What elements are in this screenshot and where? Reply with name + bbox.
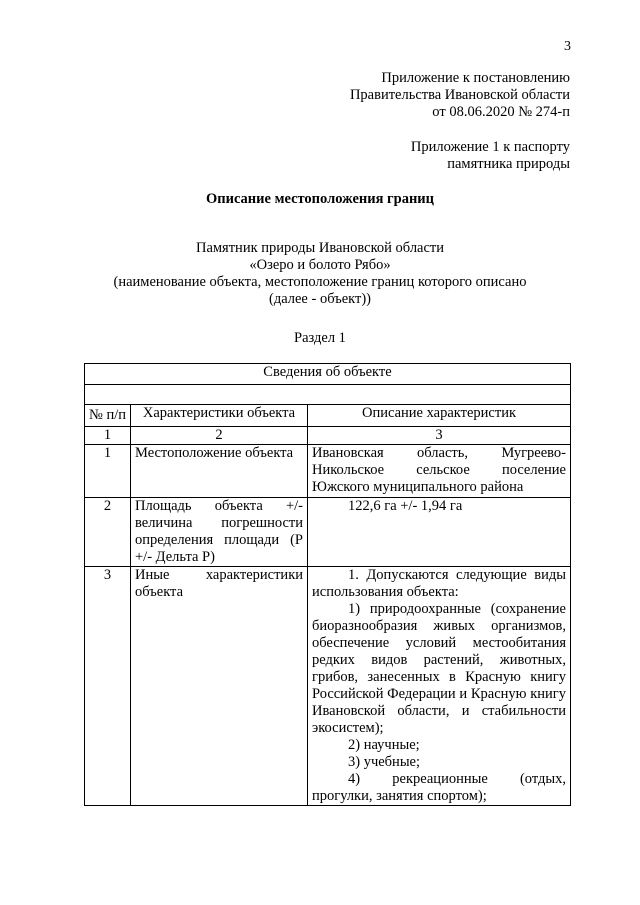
row-num: 1	[85, 445, 131, 498]
appendix-resolution-note	[350, 70, 570, 121]
header-characteristic: Характеристики объекта	[131, 405, 308, 427]
table-column-number-row	[85, 427, 571, 445]
row-description: 122,6 га +/- 1,94 га	[308, 498, 571, 567]
row-description	[308, 567, 571, 806]
row-description: Ивановская область, Мугреево-Никольское сельское поселение Южского муниципального района	[308, 445, 571, 498]
column-number: 1	[85, 427, 131, 445]
table-spacer-cell	[85, 385, 571, 405]
header-num: № п/п	[85, 405, 131, 427]
object-name-block	[0, 240, 640, 308]
table-header-row	[85, 405, 571, 427]
row-num: 3	[85, 567, 131, 806]
document-title: Описание местоположения границ	[205, 191, 435, 207]
description-paragraph: 3) учебные;	[348, 754, 421, 770]
appendix-line: Правительства Ивановской области	[349, 87, 570, 103]
table-row	[85, 498, 571, 567]
description-paragraph: 2) научные;	[348, 737, 420, 753]
row-characteristic: Иные характеристики объекта	[131, 567, 308, 806]
object-line: (далее - объект))	[268, 291, 371, 307]
description-paragraph: 1) природоохранные (сохранение биоразнообразия живых организмов, обеспечение условий местообитания редких видов растений, животных, грибов, занесенных в Красную книгу Российской Федерации и Красную книгу Ивановской области, и стабильности экосистем);	[312, 601, 566, 736]
object-line: Памятник природы Ивановской области	[195, 240, 445, 256]
header-description: Описание характеристик	[308, 405, 571, 427]
object-line: (наименование объекта, местоположение границ которого описано	[113, 274, 527, 290]
table-spacer-row	[85, 385, 571, 405]
column-number: 3	[308, 427, 571, 445]
appendix-line: Приложение к постановлению	[381, 70, 570, 86]
row-num: 2	[85, 498, 131, 567]
object-line: «Озеро и болото Рябо»	[249, 257, 391, 273]
appendix-line: Приложение 1 к паспорту	[410, 139, 570, 155]
column-number: 2	[131, 427, 308, 445]
table-row	[85, 445, 571, 498]
appendix-line: от 08.06.2020 № 274-п	[432, 104, 570, 120]
description-paragraph: 1. Допускаются следующие виды использования объекта:	[312, 567, 566, 600]
appendix-passport-note	[411, 139, 570, 173]
table-caption-row	[85, 364, 571, 385]
table-caption: Сведения об объекте	[85, 364, 571, 385]
description-paragraph: 4) рекреационные (отдых, прогулки, занятия спортом);	[312, 771, 566, 804]
appendix-line: памятника природы	[447, 156, 570, 172]
section-title: Раздел 1	[294, 330, 346, 346]
row-characteristic: Местоположение объекта	[131, 445, 308, 498]
page-number: 3	[564, 39, 571, 54]
row-characteristic: Площадь объекта +/- величина погрешности определения площади (Р +/- Дельта Р)	[131, 498, 308, 567]
object-info-table	[84, 363, 571, 806]
table-row	[85, 567, 571, 806]
